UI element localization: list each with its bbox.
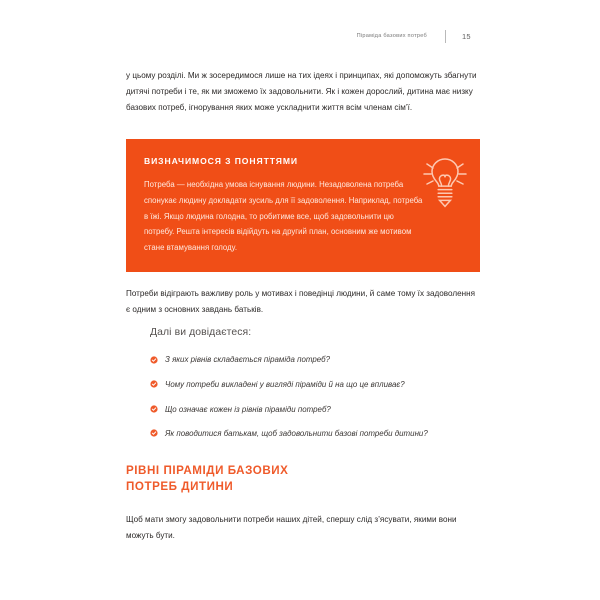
lookahead-title: Далі ви довідаєтеся: — [150, 327, 252, 338]
after-callout-block — [126, 286, 480, 318]
check-circle-icon — [150, 356, 158, 364]
section-heading — [126, 463, 480, 494]
check-circle-icon — [150, 380, 158, 388]
running-head — [0, 30, 600, 43]
running-head-divider — [445, 30, 446, 43]
callout-body: Потреба — необхідна умова існування людини. Незадоволена потреба спонукає людину докладати зусиль для її задоволення. Наприклад, потреба в їжі. Якщо людина голодна, то робитиме все, щоб задовольнити цю потребу. Решта інтересів відійдуть на другий план, основним же мотивом стане втамування голоду. — [144, 180, 423, 252]
intro-paragraph-block — [126, 68, 480, 116]
closing-paragraph: Щоб мати змогу задовольнити потреби наших дітей, спершу слід з’ясувати, якими вони можуть бути. — [126, 515, 457, 541]
lookahead-list — [150, 353, 480, 440]
lightbulb-icon — [422, 155, 468, 211]
after-callout-paragraph: Потреби відіграють важливу роль у мотивах і поведінці людини, й саме тому їх задоволення є одним з основних завдань батьків. — [126, 289, 476, 315]
list-item — [150, 378, 480, 392]
intro-paragraph: у цьому розділі. Ми ж зосередимося лише на тих ідеях і принципах, які допоможуть збагнути дитячі потреби і те, як ми зможемо їх задовольнити. Як і кожен дорослий, дитина має низку базових потреб, ігнорування яких може ускладнити життя всім членам сім’ї. — [126, 71, 477, 113]
definition-callout — [126, 139, 480, 272]
list-item — [150, 353, 480, 367]
section-heading-line-1: РІВНІ ПІРАМІДИ БАЗОВИХ — [126, 464, 289, 477]
list-item-text: Як поводитися батькам, щоб задовольнити базові потреби дитини? — [165, 429, 428, 439]
closing-paragraph-block — [126, 512, 480, 544]
list-item — [150, 427, 480, 441]
section-heading-line-2: ПОТРЕБ ДИТИНИ — [126, 479, 234, 493]
list-item-text: З яких рівнів складається піраміда потреб? — [165, 355, 331, 365]
check-circle-icon — [150, 405, 158, 413]
list-item — [150, 403, 480, 417]
list-item-text: Чому потреби викладені у вигляді піраміди й на що це впливає? — [165, 380, 405, 390]
lookahead-block — [150, 327, 480, 441]
running-head-title: Піраміда базових потреб — [356, 32, 427, 39]
page-number: 15 — [462, 31, 471, 41]
list-item-text: Що означає кожен із рівнів піраміди потреб? — [165, 404, 331, 414]
check-circle-icon — [150, 429, 158, 437]
callout-title: ВИЗНАЧИМОСЯ З ПОНЯТТЯМИ — [144, 156, 298, 166]
